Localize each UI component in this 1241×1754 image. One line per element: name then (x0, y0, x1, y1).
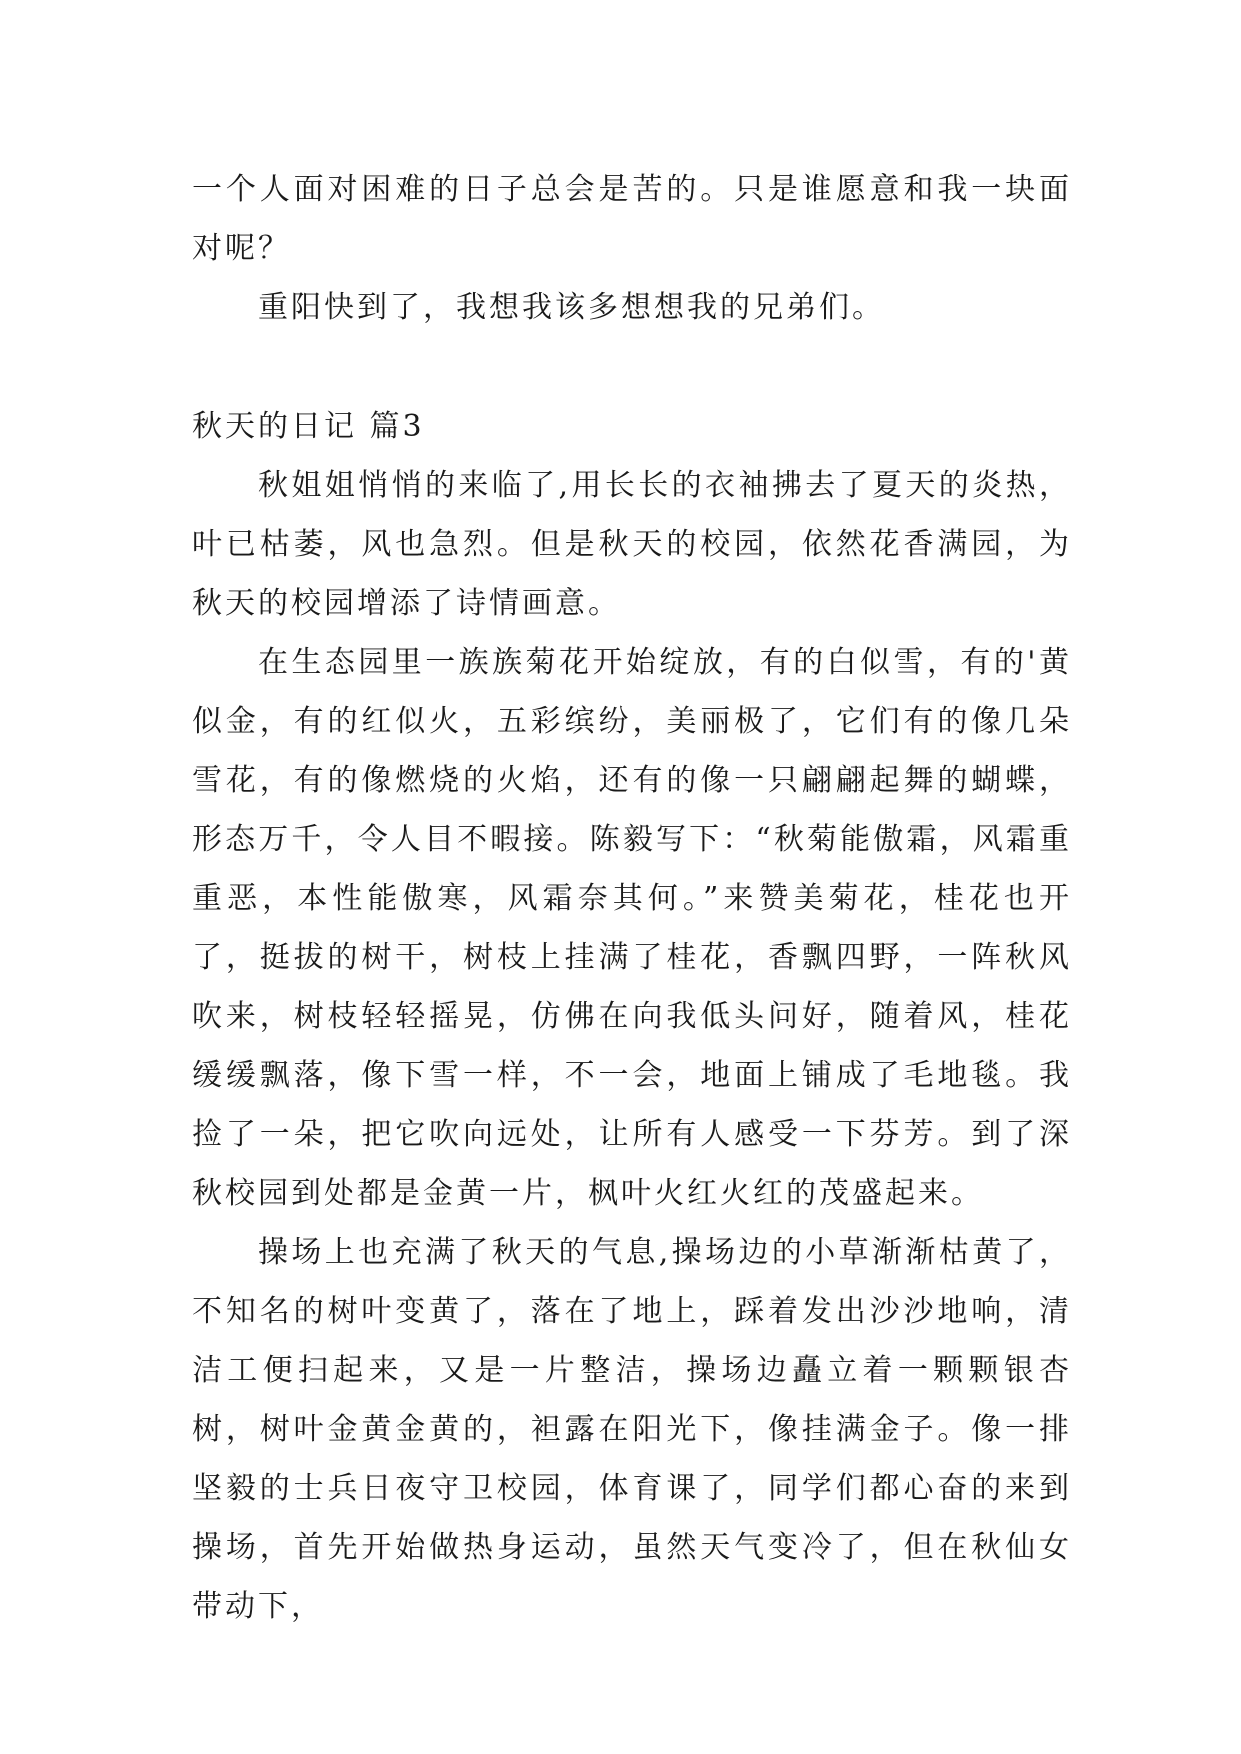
paragraph-2: 在生态园里一族族菊花开始绽放，有的白似雪，有的'黄似金，有的红似火，五彩缤纷，美丽极了，它们有的像几朵雪花，有的像燃烧的火焰，还有的像一只翩翩起舞的蝴蝶，形态万千，令人目不暇接。陈毅写下：“秋菊能傲霜，风霜重重恶，本性能傲寒，风霜奈其何。”来赞美菊花，桂花也开了，挺拔的树干，树枝上挂满了桂花，香飘四野，一阵秋风吹来，树枝轻轻摇晃，仿佛在向我低头问好，随着风，桂花缓缓飘落，像下雪一样，不一会，地面上铺成了毛地毯。我捡了一朵，把它吹向远处，让所有人感受一下芬芳。到了深秋校园到处都是金黄一片，枫叶火红火红的茂盛起来。 (192, 645, 1072, 1211)
paragraph-3: 操场上也充满了秋天的气息,操场边的小草渐渐枯黄了，不知名的树叶变黄了，落在了地上，踩着发出沙沙地响，清洁工便扫起来，又是一片整洁，操场边矗立着一颗颗银杏树，树叶金黄金黄的，袒露在阳光下，像挂满金子。像一排坚毅的士兵日夜守卫校园，体育课了，同学们都心奋的来到操场，首先开始做热身运动，虽然天气变冷了，但在秋仙女带动下， (192, 1235, 1072, 1624)
paragraph-1: 秋姐姐悄悄的来临了,用长长的衣袖拂去了夏天的炎热，叶已枯萎，风也急烈。但是秋天的校园，依然花香满园，为秋天的校园增添了诗情画意。 (192, 468, 1072, 621)
section-title: 秋天的日记 篇3 (192, 409, 425, 444)
section-gap (192, 337, 1072, 397)
paragraph-intro-1: 一个人面对困难的日子总会是苦的。只是谁愿意和我一块面对呢？ (192, 172, 1072, 266)
paragraph-intro-2: 重阳快到了，我想我该多想想我的兄弟们。 (258, 290, 885, 325)
document-page (192, 160, 1072, 1636)
